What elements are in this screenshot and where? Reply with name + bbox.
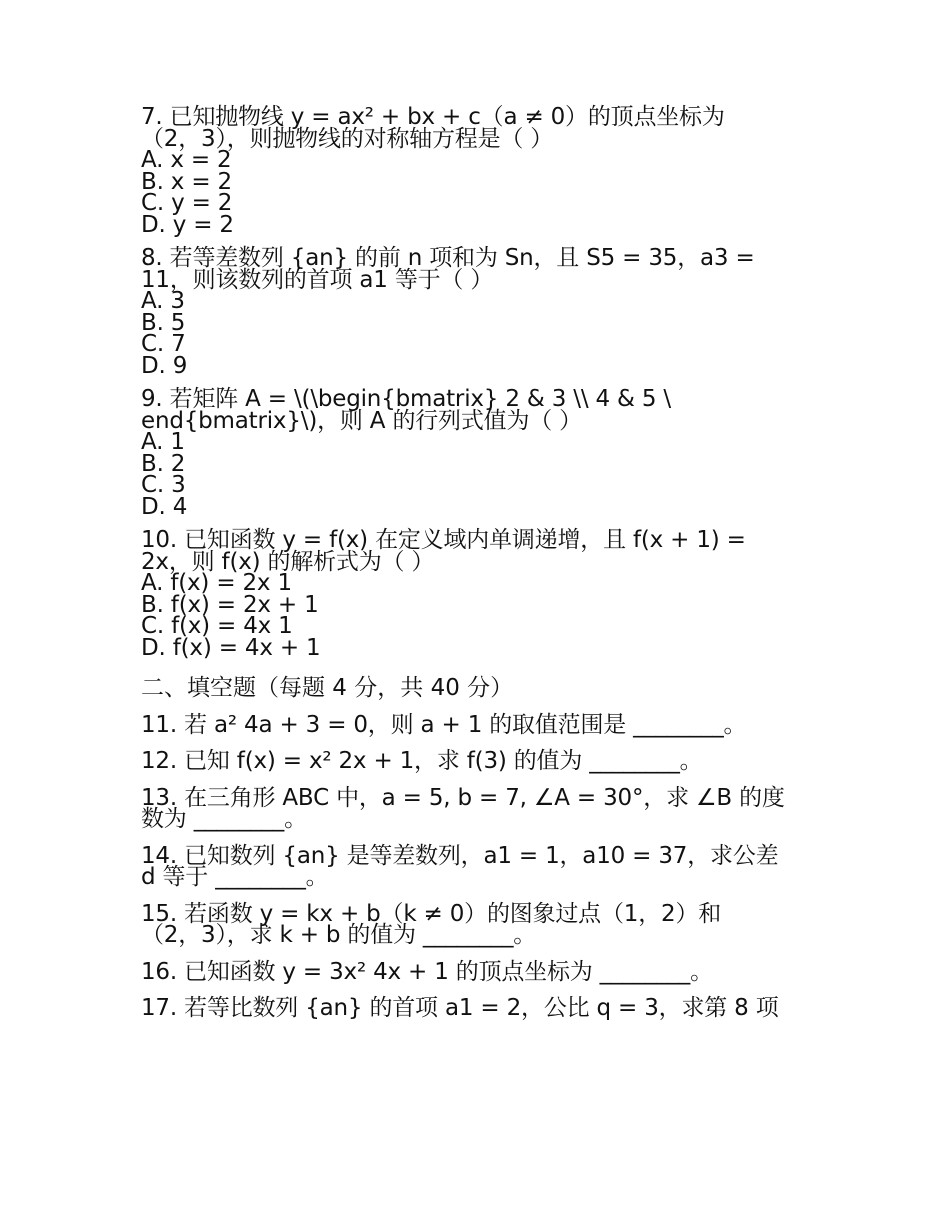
option-c: C. 7 [141, 331, 186, 357]
question-stem: 10. 已知函数 y = f(x) 在定义域内单调递增，且 f(x + 1) = [141, 527, 746, 553]
exam-page [141, 104, 813, 1021]
question-10 [141, 527, 813, 661]
question-13 [141, 784, 813, 832]
option-d: D. 9 [141, 352, 188, 379]
question-stem: 13. 在三角形 ABC 中，a = 5, b = 7, ∠A = 30°，求 ∠B 的度 [141, 784, 785, 811]
question-stem: d 等于 ________。 [141, 864, 329, 890]
question-stem: （2，3），则抛物线的对称轴方程是（ ） [141, 125, 554, 152]
option-a: A. f(x) = 2x 1 [141, 570, 292, 596]
question-stem: 数为 ________。 [141, 806, 307, 832]
question-17: 17. 若等比数列 {an} 的首项 a1 = 2，公比 q = 3，求第 8 项 [141, 995, 779, 1021]
option-b: B. f(x) = 2x + 1 [141, 591, 319, 618]
question-stem: 15. 若函数 y = kx + b（k ≠ 0）的图象过点（1，2）和 [141, 900, 722, 927]
question-8 [141, 245, 813, 379]
question-stem: 7. 已知抛物线 y = ax² + bx + c（a ≠ 0）的顶点坐标为 [141, 104, 725, 130]
option-b: B. 2 [141, 450, 186, 477]
question-stem: 8. 若等差数列 {an} 的前 n 项和为 Sn，且 S5 = 35，a3 = [141, 245, 755, 271]
question-stem: end{bmatrix}\)，则 A 的行列式值为（ ） [141, 407, 582, 434]
option-a: A. 1 [141, 429, 185, 455]
option-d: D. f(x) = 4x + 1 [141, 634, 321, 661]
question-stem: （2，3），求 k + b 的值为 ________。 [141, 922, 537, 948]
option-d: D. y = 2 [141, 211, 234, 238]
question-14 [141, 842, 813, 890]
question-15 [141, 900, 813, 948]
option-b: B. x = 2 [141, 168, 232, 195]
option-a: A. 3 [141, 288, 185, 314]
question-16: 16. 已知函数 y = 3x² 4x + 1 的顶点坐标为 ________。 [141, 958, 713, 985]
section-heading: 二、填空题（每题 4 分，共 40 分） [141, 675, 514, 701]
question-stem: 11，则该数列的首项 a1 等于（ ） [141, 266, 494, 293]
question-11: 11. 若 a² 4a + 3 = 0，则 a + 1 的取值范围是 ________。 [141, 711, 747, 738]
question-9 [141, 386, 813, 520]
question-7 [141, 104, 813, 238]
question-stem: 9. 若矩阵 A = \(\begin{bmatrix} 2 & 3 \\ 4 & 5 \ [141, 386, 671, 412]
option-c: C. y = 2 [141, 190, 233, 216]
question-stem: 2x，则 f(x) 的解析式为（ ） [141, 548, 435, 575]
option-c: C. f(x) = 4x 1 [141, 613, 293, 639]
question-12: 12. 已知 f(x) = x² 2x + 1，求 f(3) 的值为 ________。 [141, 748, 703, 774]
option-a: A. x = 2 [141, 147, 232, 173]
option-b: B. 5 [141, 309, 186, 336]
option-c: C. 3 [141, 472, 186, 498]
question-stem: 14. 已知数列 {an} 是等差数列，a1 = 1，a10 = 37，求公差 [141, 842, 779, 869]
option-d: D. 4 [141, 493, 188, 520]
